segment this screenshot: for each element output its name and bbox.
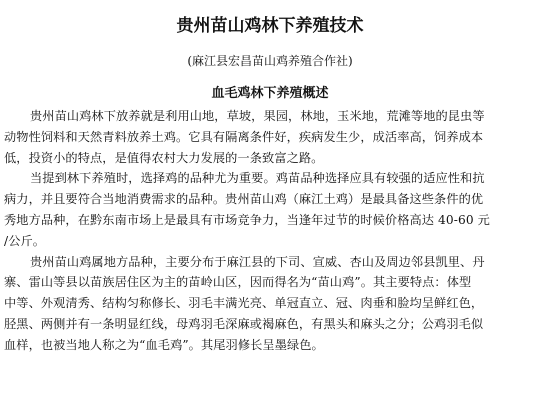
paragraph-line: 血样，也被当地人称之为“血毛鸡”。其尾羽修长呈墨绿色。 [4, 337, 324, 352]
document-subtitle: (麻江县宏昌苗山鸡养殖合作社) [187, 54, 353, 68]
section-heading: 血毛鸡林下养殖概述 [211, 86, 329, 101]
paragraph-line: 贵州苗山鸡属地方品种，主要分布于麻江县的下司、宣威、杏山及周边邻县凯里、丹 [30, 254, 485, 269]
paragraph-line: 动物性饲料和天然青料放养土鸡。它具有隔离条件好，疾病发生少，成活率高，饲养成本 [4, 129, 484, 144]
paragraph-line: 寨、雷山等县以苗族居住区为主的苗岭山区，因而得名为“苗山鸡”。其主要特点：体型 [4, 275, 472, 290]
paragraph-intro [4, 106, 536, 168]
paragraph-line: 胫黑、两侧并有一条明显红线，母鸡羽毛深麻或褐麻色，有黑头和麻头之分；公鸡羽毛似 [4, 316, 484, 331]
paragraph-line: 低，投资小的特点，是值得农村大力发展的一条致富之路。 [4, 150, 324, 165]
paragraph-line: 贵州苗山鸡林下放养就是利用山地，草坡，果园，林地，玉米地，荒滩等地的昆虫等 [30, 109, 485, 123]
paragraph-line: 当提到林下养殖时，选择鸡的品种尤为重要。鸡苗品种选择应具有较强的适应性和抗 [30, 171, 485, 186]
paragraph-breed-selection [4, 168, 536, 251]
paragraph-breed-features [4, 252, 536, 356]
paragraph-line: 秀地方品种，在黔东南市场上是最具有市场竞争力，当逢年过节的时候价格高达 40-60 元 [4, 212, 490, 227]
document-title: 贵州苗山鸡林下养殖技术 [176, 16, 364, 36]
paragraph-line: 中等、外观清秀、结构匀称修长、羽毛丰满光亮、单冠直立、冠、肉垂和脸均呈鲜红色， [4, 296, 484, 311]
paragraph-line: /公斤。 [4, 233, 46, 248]
paragraph-line: 病力，并且要符合当地消费需求的品种。贵州苗山鸡（麻江土鸡）是最具备这些条件的优 [4, 192, 484, 207]
